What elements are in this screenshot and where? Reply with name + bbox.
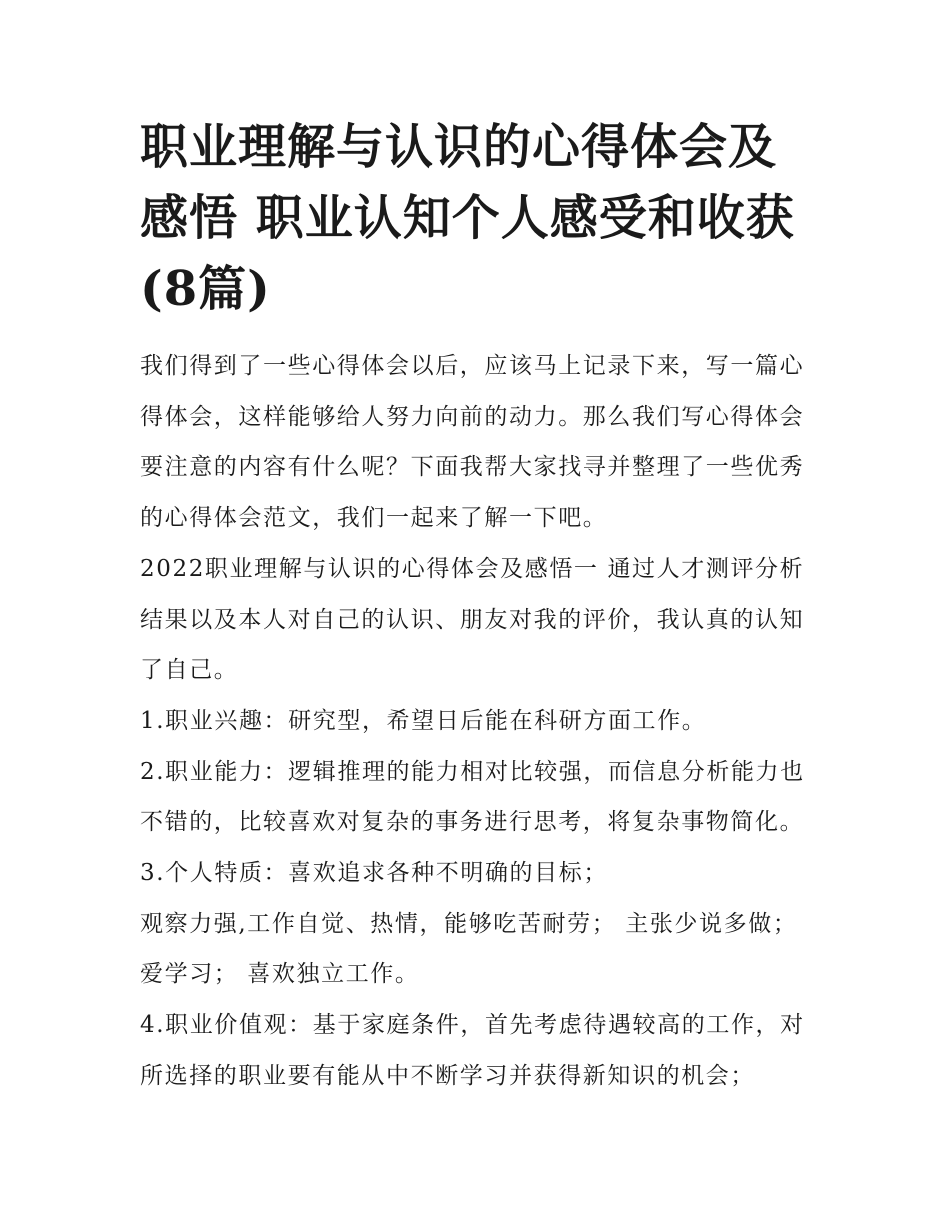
career-ability-paragraph: 2.职业能力：逻辑推理的能力相对比较强，而信息分析能力也不错的，比较喜欢对复杂的事务进行思考，将复杂事物简化。 [140,758,805,836]
document-body [140,341,820,1102]
career-interest-paragraph: 1.职业兴趣：研究型，希望日后能在科研方面工作。 [140,707,707,734]
traits-detail-paragraph: 观察力强,工作自觉、热情，能够吃苦耐劳； 主张少说多做；爱学习； 喜欢独立工作。 [140,910,798,988]
document-title: 职业理解与认识的心得体会及感悟 职业认知个人感受和收获(8篇) [140,119,795,317]
section-one-paragraph: 2022职业理解与认识的心得体会及感悟一 通过人才测评分析结果以及本人对自己的认识、朋友对我的评价，我认真的认知了自己。 [140,555,805,684]
career-values-paragraph: 4.职业价值观：基于家庭条件，首先考虑待遇较高的工作，对所选择的职业要有能从中不断学习并获得新知识的机会； [140,1012,805,1089]
intro-paragraph: 我们得到了一些心得体会以后，应该马上记录下来，写一篇心得体会，这样能够给人努力向前的动力。那么我们写心得体会要注意的内容有什么呢？下面我帮大家找寻并整理了一些优秀的心得体会范文，我们一起来了解一下吧。 [140,353,805,532]
document-page [140,112,820,1102]
personal-traits-paragraph: 3.个人特质：喜欢追求各种不明确的目标； [140,860,608,887]
